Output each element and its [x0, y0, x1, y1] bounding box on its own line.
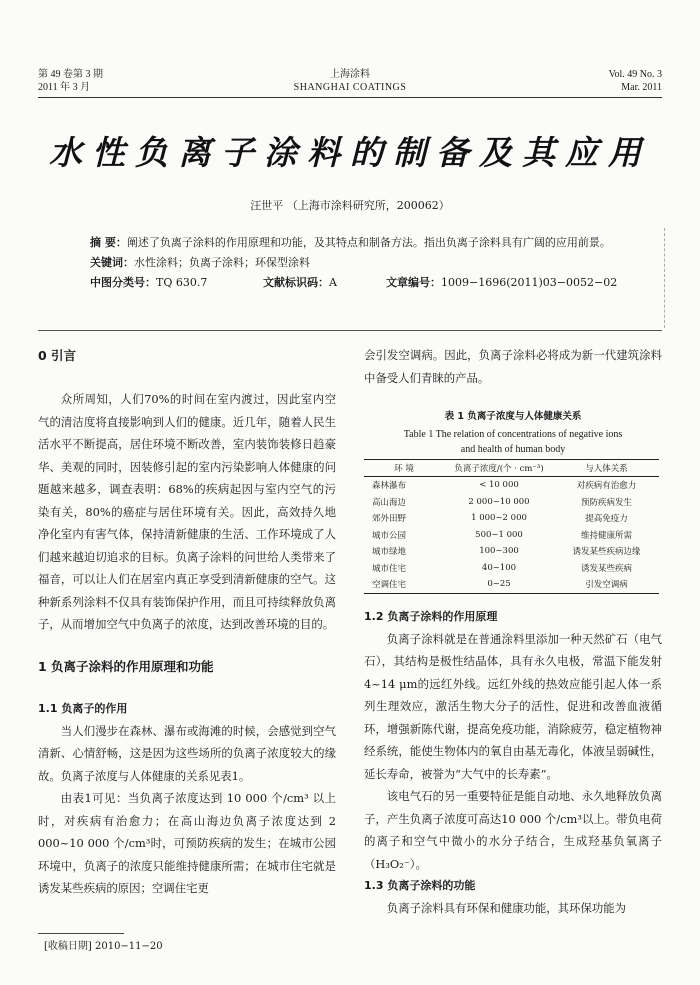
table-cell: 维持健康所需: [580, 530, 632, 541]
table-cell: 100~300: [479, 546, 519, 557]
author-line: 汪世平 （上海市涂料研究所，200062）: [250, 199, 450, 212]
keywords: [68, 253, 648, 273]
subsection-1-3-paragraph: 负离子涂料具有环保和健康功能，其环保功能为: [386, 901, 627, 915]
header-journal-block: [0, 68, 700, 94]
table-cell: 1 000~2 000: [471, 513, 527, 524]
ion-health-table: [364, 459, 659, 594]
table-cell: 2 000~10 000: [468, 496, 530, 507]
table-cell: 诱发某些疾病: [580, 563, 632, 574]
table-cell: 0~25: [444, 576, 554, 593]
table-header: 与人体关系: [554, 460, 659, 477]
table-caption-en-2: and health of human body: [460, 444, 566, 455]
table-cell: 对疾病有治愈力: [576, 481, 637, 492]
subsection-1-1-paragraph: 当人们漫步在森林、瀑布或海滩的时候，会感觉到空气清新、心情舒畅，这是因为这些场所的负离子浓度较大的缘故。负离子浓度与人体健康的关系见表1。: [38, 723, 336, 783]
abstract-rule: [38, 330, 662, 331]
intro-paragraph: 众所周知，人们70%的时间在室内渡过，因此室内空气的清洁度将直接影响到人们的健康。近几年，随着人民生活水平不断提高，居住环境不断改善，室内装饰装修日趋豪华、美观的同时，因装修引起的室内污染影响人体健康的问题越来越多，调查表明：68%的疾病起因与室内空气的污染有关，80%的癌症与居住环境有关。因此，高效持久地净化室内有害气体，保持清新健康的生活、工作环境成了人们越来越迫切追求的目标。负离子涂料的问世给人类带来了福音，可以让人们在居室内真正享受到清新健康的空气。这种新系列涂料不仅具有装饰保护作用，而且可持续释放负离子，从而增加空气中负离子的浓度，达到改善环境的目的。: [38, 392, 336, 631]
table-cell: 引发空调病: [554, 576, 659, 593]
header-volume-en-block: [609, 68, 662, 94]
keywords-label: 关键词：: [90, 256, 134, 269]
table-cell: 预防疾病发生: [580, 497, 632, 508]
section-1-heading: 1 负离子涂料的作用原理和功能: [38, 658, 214, 674]
table-row: [364, 543, 659, 560]
table-cell: 城市住宅: [372, 563, 407, 574]
subsection-1-1-heading: 1.1 负离子的作用: [38, 701, 128, 715]
classification-line: [68, 273, 648, 293]
table-row: [364, 527, 659, 544]
table-row: [364, 560, 659, 577]
doc-code-value: A: [329, 276, 337, 289]
clc-value: TQ 630.7: [156, 276, 208, 289]
footnote-rule: [38, 933, 124, 934]
right-column: [364, 344, 662, 920]
doc-code-label: 文献标识码：: [263, 276, 329, 289]
header-date-en: Mar. 2011: [621, 82, 662, 93]
received-date: [收稿日期] 2010−11−20: [44, 941, 163, 952]
table-header: 负离子浓度/(个 · cm⁻³): [444, 460, 554, 477]
section-0-heading: 0 引言: [38, 348, 77, 363]
clc-label: 中图分类号：: [90, 276, 156, 289]
header-volume-en: Vol. 49 No. 3: [608, 69, 662, 80]
abstract-text: 阐述了负离子涂料的作用原理和功能，及其特点和制备方法。指出负离子涂料具有广阔的应用前景。: [126, 236, 611, 249]
table-caption-cn: 表 1 负离子浓度与人体健康关系: [444, 411, 582, 422]
header-date-cn: 2011 年 3 月: [38, 82, 91, 93]
table-cell: 诱发某些疾病边缘: [572, 547, 641, 558]
table-cell: 500~1 000: [475, 529, 523, 540]
table-row: [364, 576, 659, 593]
abstract-label: 摘 要：: [90, 236, 127, 249]
table-row: [364, 510, 659, 527]
article-number-label: 文章编号：: [386, 276, 441, 289]
table-caption-en-1: Table 1 The relation of concentrations of negative ions: [403, 429, 623, 440]
table-cell: 森林瀑布: [372, 481, 407, 492]
table-1: [364, 409, 662, 594]
table-cell: 城市公园: [372, 530, 407, 541]
page-title: 水性负离子涂料的制备及其应用: [49, 133, 651, 172]
header-volume-cn: 第 49 卷第 3 期: [38, 69, 103, 80]
article-number-value: 1009−1696(2011)03−0052−02: [441, 276, 618, 289]
table-cell: 提高免疫力: [585, 514, 628, 525]
table-row: [364, 477, 659, 494]
abstract: [68, 233, 648, 253]
table-row: [364, 494, 659, 511]
left-column: [38, 344, 336, 900]
abstract-block: [68, 233, 648, 293]
table-header-row: [364, 460, 659, 477]
header-rule: [38, 97, 662, 98]
table-cell: 城市绿地: [372, 547, 407, 558]
header-journal-en: SHANGHAI COATINGS: [293, 82, 407, 93]
table-cell: < 10 000: [479, 480, 519, 491]
margin-dash: [664, 228, 665, 328]
subsection-1-2-heading: 1.2 负离子涂料的作用原理: [364, 609, 498, 623]
table-cell: 空调住宅: [364, 576, 444, 593]
table-cell: 40~100: [481, 562, 517, 573]
table-cell: 高山海边: [372, 497, 407, 508]
keywords-text: 水性涂料；负离子涂料；环保型涂料: [134, 256, 310, 269]
table-cell: 郊外田野: [372, 514, 407, 525]
continued-paragraph: 会引发空调病。因此，负离子涂料必将成为新一代建筑涂料中备受人们青睐的产品。: [364, 348, 662, 385]
subsection-1-2-paragraph: 负离子涂料就是在普通涂料里添加一种天然矿石（电气石），其结构是极性结晶体，具有永久电极，常温下能发射4~14 μm的远红外线。远红外线的热效应能引起人体一系列生理效应，激活生物大分子的活性，促进和改善血液循环，增强新陈代谢，提高免疫功能，消除疲劳，稳定植物神经系统，能使生物体内的氧自由基无毒化，体液呈弱碱性，延长寿命，被誉为“大气中的长寿素”。: [364, 631, 662, 781]
header-journal-cn: 上海涂料: [330, 69, 370, 80]
subsection-1-2-paragraph-2: 该电气石的另一重要特征是能自动地、永久地释放负离子，产生负离子浓度可高达10 000 个/cm³以上。带负电荷的离子和空气中微小的水分子结合，生成羟基负氧离子（H₃O₂⁻）。: [364, 789, 662, 871]
table-header: 环 境: [364, 460, 444, 477]
subsection-1-1-paragraph-2: 由表1可见：当负离子浓度达到 10 000 个/cm³ 以上时，对疾病有治愈力；在高山海边负离子浓度达到 2 000~10 000 个/cm³时，可预防疾病的发生；在城市公园环境中，负离子的浓度只能维持健康所需；在城市住宅就是诱发某些疾病的原因；空调住宅更: [38, 791, 336, 895]
subsection-1-3-heading: 1.3 负离子涂料的功能: [364, 879, 476, 892]
